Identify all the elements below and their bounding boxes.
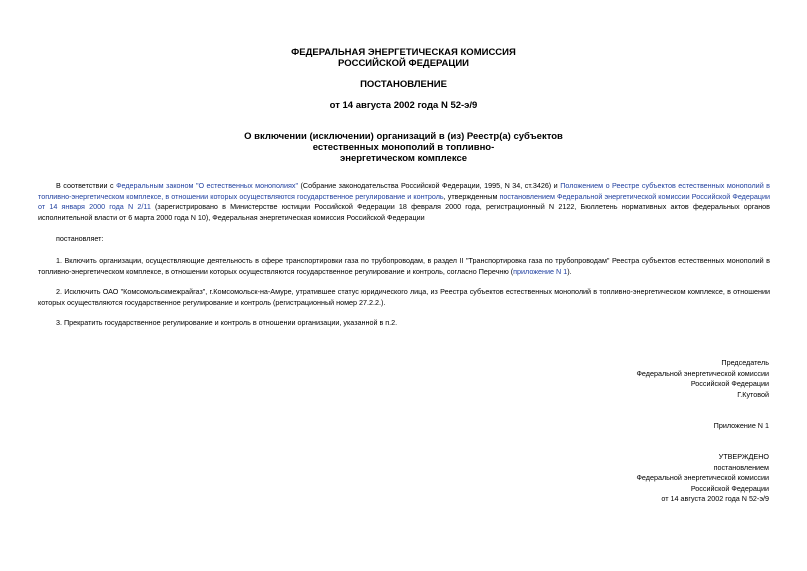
item-3-text: 3. Прекратить государственное регулирование и контроль в отношении организации, указанной в п.2. bbox=[56, 318, 398, 327]
doc-date: от 14 августа 2002 года N 52-э/9 bbox=[329, 100, 478, 111]
item-2-text: 2. Исключить ОАО "Комсомольскмежрайгаз", г.Комсомольск-на-Амуре, утратившее статус юридического лица, из Реестра субъектов естественных монополий в топливно-энергетическом комплексе, в отношении которых осуществляются государственное регулирование и контроль (регистрационный номер 27.2.2.). bbox=[38, 287, 770, 307]
signature-line-3: Российской Федерации bbox=[690, 379, 769, 389]
signature-line-1: Председатель bbox=[721, 358, 769, 367]
title-line-1: О включении (исключении) организаций в (из) Реестр(а) субъектов bbox=[244, 131, 563, 142]
appendix-label bbox=[509, 421, 769, 432]
approved-line-5: от 14 августа 2002 года N 52-э/9 bbox=[661, 494, 769, 504]
link-appendix-1[interactable]: приложение N 1 bbox=[513, 266, 568, 276]
approved-block bbox=[509, 452, 769, 505]
signature-block bbox=[509, 358, 769, 400]
item-3-paragraph bbox=[38, 318, 770, 329]
signature-line-2: Федеральной энергетической комиссии bbox=[636, 368, 769, 378]
resolves-text: постановляет: bbox=[56, 234, 104, 243]
approved-line-2: постановлением bbox=[713, 462, 769, 472]
preamble-text-4: (зарегистрировано в Министерстве юстиции Российской Федерации 18 февраля 2000 года, регистрационный N 2122, Бюллетень нормативных актов федеральных органов исполнительной власти от 6 марта 2000 года N 10), Федеральная энергетическая комиссия Российской Федерации bbox=[38, 202, 770, 222]
item-1-text-1: 1. Включить организации, осуществляющие деятельность в сфере транспортировки газа по трубопроводам, в раздел II "Транспортировка газа по трубопроводам" Реестра субъектов естественных монополий в топливно-энергетическом комплексе, в отношении которых осуществляются государственное регулирование и контроль, согласно Перечню ( bbox=[38, 256, 770, 276]
resolves-paragraph bbox=[38, 234, 770, 245]
approved-line-1: УТВЕРЖДЕНО bbox=[718, 452, 769, 461]
org-line-2: РОССИЙСКОЙ ФЕДЕРАЦИИ bbox=[337, 58, 469, 69]
link-federal-law[interactable]: Федеральным законом "О естественных монополиях" bbox=[116, 181, 299, 190]
preamble-text-1: В соответствии с bbox=[56, 181, 117, 190]
approved-line-3: Федеральной энергетической комиссии bbox=[636, 473, 769, 483]
doc-type: ПОСТАНОВЛЕНИЕ bbox=[360, 79, 447, 90]
approved-line-4: Российской Федерации bbox=[690, 483, 769, 493]
link-registry-regulation[interactable]: Положением о Реестре субъектов естественных монополий в топливно-энергетическом комплексе, в отношении которых осуществляются государственное регулирование и контроль bbox=[38, 181, 771, 201]
item-1-paragraph bbox=[38, 256, 770, 277]
org-line-1: ФЕДЕРАЛЬНАЯ ЭНЕРГЕТИЧЕСКАЯ КОМИССИЯ bbox=[291, 47, 516, 58]
appendix-label-text: Приложение N 1 bbox=[713, 421, 769, 430]
preamble-text-3: , утвержденным bbox=[443, 191, 500, 201]
title-line-2: естественных монополий в топливно- bbox=[312, 142, 495, 153]
preamble-text-2: (Собрание законодательства Российской Федерации, 1995, N 34, ст.3426) и bbox=[298, 181, 561, 190]
item-1-text-2: ). bbox=[567, 266, 572, 276]
title-line-3: энергетическом комплексе bbox=[339, 153, 468, 164]
item-2-paragraph bbox=[38, 287, 770, 308]
signature-line-4: Г.Кутовой bbox=[737, 389, 769, 399]
link-fek-resolution[interactable]: постановлением Федеральной энергетической комиссии Российской Федерации от 14 января 2000 года N 2/11 bbox=[38, 191, 771, 211]
preamble-paragraph bbox=[38, 181, 770, 223]
